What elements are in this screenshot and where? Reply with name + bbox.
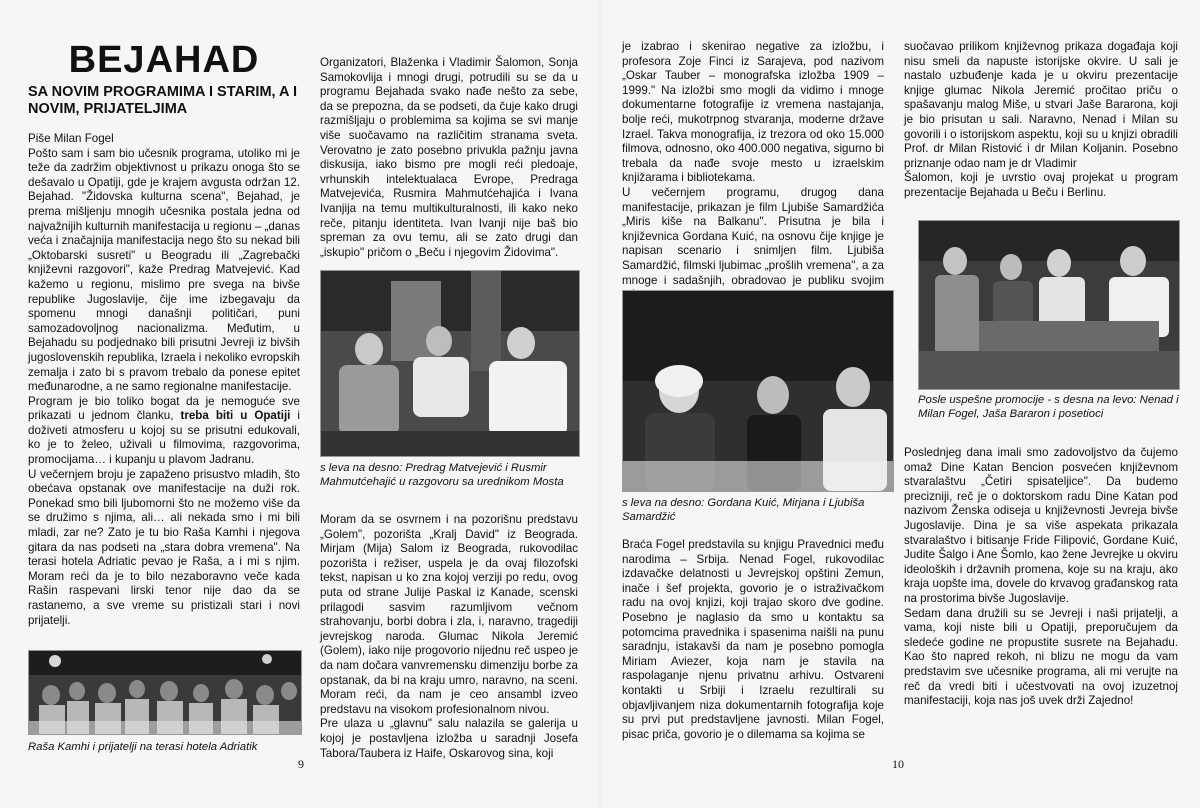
paragraph: Pošto sam i sam bio učesnik programa, utoliko mi je teže da zadržim objektivnost u prikazu onoga što se dešavalo u Opatiji, gde je krajem avgusta održan 12. Bejahad. "Židovska kulturna scena", Bejahad, je prema mišljenju mnogih učesnika postala jedna od najvažnijih kulturnih manifestacija u regionu – „danas veća i značajnija manifestacija nego što su nekad bili „Oktobarski susreti" u Beogradu ili „Zagrebački književni razgovori", kaže Predrag Matvejević. Kad kažemo u regionu, mislimo pre svega na bivše republike Jugoslavije, čije ime izbegavaju da spomenu mnogi današnji političari, puni samozadovoljnog nacionalizma. Međutim, u Bejahadu su podjednako bili prisutni Jevreji iz bivših jugoslovenskih republika, Izraela i nekoliko evropskih zemalja i zato bi s pravom trebalo da ponese epitet međunarodne, a ne samo regionalne manifestacije. xyxy=(28,146,300,394)
page-number-left: 9 xyxy=(298,757,304,771)
column-4-continued xyxy=(904,446,1178,709)
column-2-continued xyxy=(320,513,578,761)
paragraph: Moram da se osvrnem i na pozorišnu predstavu „Golem", pozorišta „Kralj David" iz Beograda. Mirjam (Mija) Salom iz Beograda, rukovodilac pozorišta i režiser, uspela je da ovaj filozofski tekst, napisan u ko zna kojoj verziji po redu, ovog puta od strane Julije Paskal iz Kanade, scenski prilagodi sasvim razumljivom večnom strahovanju, borbi dobra i zla, i, naravno, tragediji jevrejskog naroda. Glumac Nikola Jeremić (Golem), iako nije progovorio nijednu reč uspeo je da nam dočara vanvremensku dimenziju borbe za opstanak, da bi na kraju umro, naravno, na sceni. Moram reći, da nam je ceo ansambl izveo predstavu na visokom profesionalnom nivou. xyxy=(320,513,578,716)
paragraph xyxy=(28,395,300,468)
photo-caption: Posle uspešne promocije - s desna na levo: Nenad i Milan Fogel, Jaša Bararon i posetioci xyxy=(918,394,1179,420)
emphasis-text: treba biti u Opatiji xyxy=(180,409,291,423)
author-line: Piše Milan Fogel xyxy=(28,132,114,145)
photo-caption: Raša Kamhi i prijatelji na terasi hotela Adriatik xyxy=(28,741,258,753)
column-1 xyxy=(28,40,300,628)
page-number-right: 10 xyxy=(892,757,904,771)
text-run: Program je bio toliko bogat da je nemoguće sve prikazati u jednom članku, xyxy=(28,394,300,423)
photo-panel-discussion xyxy=(320,270,580,457)
photo-image xyxy=(321,271,579,456)
paragraph: Organizatori, Blaženka i Vladimir Šalomon, Sonja Samokovlija i mnogi drugi, potrudili su se da u programu Bejahada svako nađe nešto za sebe, da se prepozna, da se podseti, da čuje kako drugi razmišljaju o problemima sa kojima se svi manje više suočavamo na različitim stranama sveta. Verovatno je zato posebno privukla pažnju javna diskusija, iako bismo pre mogli reći pledoaje, vrhunskih intelektualaca Evrope, Predraga Matvejevića, Rusmira Mahmutćehajića i Ivana Ivanjija na temu multikulturalnosti, ili kako neko reče, pitanju identiteta. Ivan Ivanji nije baš bio spreman za ovu temu, ali se zato drugi dan „iskupio" pričom o „Beču i njegovim Židovima". xyxy=(320,56,578,259)
paragraph: U večernjem programu, drugog dana manifestacije, prikazan je film Ljubiše Samardžića „Miris kiše na Balkanu". Prisutna je bila i književnica Gordana Kuić, na osnovu čije knjige je napisan scenario i snimljen film. Ljubiša Samardžić, filmski ljubimac „prošlih vremena", a za mnoge i sadašnjih, obradovao je publiku svojim xyxy=(622,185,884,287)
article-title: BEJAHAD xyxy=(68,39,260,81)
photo-caption: s leva na desno: Predrag Matvejević i Rusmir Mahmutćehajić u razgovoru sa urednikom Mosta xyxy=(320,462,564,488)
paragraph: U večernjem broju je zapaženo prisustvo mladih, što obećava opstanak ove manifestacije na duži rok. Ponekad smo bili ljubomorni što ne možemo više da se družimo s njima, ali… ali nekada smo i mi bili mladi, zar ne? Zato je tu bio Raša Kamhi i njegova gitara da nas podseti na „stara dobra vremena". Na terasi hotela Adriatic pevao je Raša, a i mi s njim. Moram reći da je to bilo nezaboravno veče kada Rašin raspevani lirski tenor nije dao da se rastanemo, a sve vreme su pristizali stari i novi prijatelji. xyxy=(28,467,300,627)
paragraph: Poslednjeg dana imali smo zadovoljstvo da čujemo omaž Dine Katan Bencion posvećen književnom stvaralaštvu „Četiri spisateljice". Da budemo precizniji, reč je o doktorskom radu Dine Katan pod nazivom Ženska odiseja u književnosti Jevreja bivše Jugoslavije. Dina je sa više aspekata prikazala stvaralaštvo i bitisanje Fride Filipović, Gordane Kuić, Judite Šalgo i Ane Šomlo, kao žene Jevrejke u okviru ideoloških i državnih promena, koje su na kraju, ako kraja uopšte ima, dovele do krvavog građanskog rata na prostorima bivše Jugoslavije. xyxy=(904,446,1178,605)
photo-caption: s leva na desno: Gordana Kuić, Mirjana i Ljubiša Samardžić xyxy=(622,497,865,523)
paragraph: Sedam dana družili su se Jevreji i naši prijatelji, a vama, koji niste bili u Opatiji, preporučujem da sledeće godine ne propustite susrete na Bejahadu. Kao što napred rekoh, ni blizu ne mogu da vam predstavim sve učesnike programa, ali mi verujte na reč da vredi biti i učestvovati na ovoj izuzetnoj manifestaciji, koja nas još uvek drži Zajedno! xyxy=(904,606,1178,708)
column-3-continued xyxy=(622,538,884,742)
paragraph: je izabrao i skenirao negative za izložbu, i profesora Zoje Finci iz Sarajeva, pod nazivom „Oskar Tauber – monografska izložba 1909 – 1999." Na izložbi smo mogli da vidimo i mnoge dokumentarne fotografije iz vremena nastajanja, bolje reći, mukotrpnog stvaranja, moderne države Izrael. Takva monografija, iz trezora od oko 15.000 filmova, odnosno, oko 400.000 negativa, sigurno bi trebala da nađe svoje mesto u izraelskim knjižarama i bibliotekama. xyxy=(622,40,884,185)
paragraph: suočavao prilikom književnog prikaza događaja koji nisu smeli da napuste istorijske okvire. U sali je nastalo uzbuđenje kada je u okviru prezentacije knjige glumac Nikola Jeremić pročitao priču o spašavanju malog Miše, u stvari Jaše Bararona, koji je bio prisutan u sali. Naravno, Nenad i Milan su govorili i o istorijskom aspektu, koji su u knjizi obradili Prof. dr Milan Ristović i dr Milan Koljanin. Posebno priznanje odao nam je dr Vladimir xyxy=(904,40,1178,170)
paragraph: Pre ulaza u „glavnu" salu nalazila se galerija u kojoj je postavljena izložba u saradnji Josefa Tabora/Taubera iz Haife, Oskarovog sina, koji xyxy=(320,717,578,760)
column-2 xyxy=(320,56,578,260)
photo-film-guests xyxy=(622,290,894,492)
photo-book-signing xyxy=(918,220,1180,390)
column-4 xyxy=(904,40,1178,201)
paragraph: Šalomon, koji je uvrstio ovaj projekat u program prezentacije Bejahada u Beču i Berlinu. xyxy=(904,171,1178,199)
text-run: i doživeti atmosferu u kojoj su se prisutni edukovali, ko je to želeo, uživali u filmovima, razgovorima, promocijama… i kupanju u plavom Jadranu. xyxy=(28,409,300,467)
photo-image xyxy=(623,291,893,491)
column-3 xyxy=(622,40,884,303)
photo-terrace-singing xyxy=(28,650,302,735)
photo-image xyxy=(919,221,1179,389)
right-page xyxy=(600,0,1200,808)
photo-image xyxy=(29,651,301,734)
paragraph: Braća Fogel predstavila su knjigu Pravednici među narodima – Srbija. Nenad Fogel, rukovodilac izdavačke delatnosti u Jevrejskoj opštini Zemun, inače i šef projekta, govorio je o istraživačkom radu na ovoj knjizi, koji trajao skoro dve godine. Posebno je naglasio da smo u kontaktu sa potomcima pravednika i spasenima naišli na punu saradnju, istakavši da nam je posebno pomogla Miriam Aviezer, koja nam je stavila na raspolaganje njenu privatnu arhivu. Ostvareni kontakti u Srbiji i Izraelu rezultirali su objavljivanjem niza dokumentarnih fotografija koje su prvi put predstavljene javnosti. Milan Fogel, pisac priča, govorio je o dilemama sa kojima se xyxy=(622,538,884,741)
article-subtitle: SA NOVIM PROGRAMIMA I STARIM, A I NOVIM, PRIJATELJIMA xyxy=(28,84,298,117)
